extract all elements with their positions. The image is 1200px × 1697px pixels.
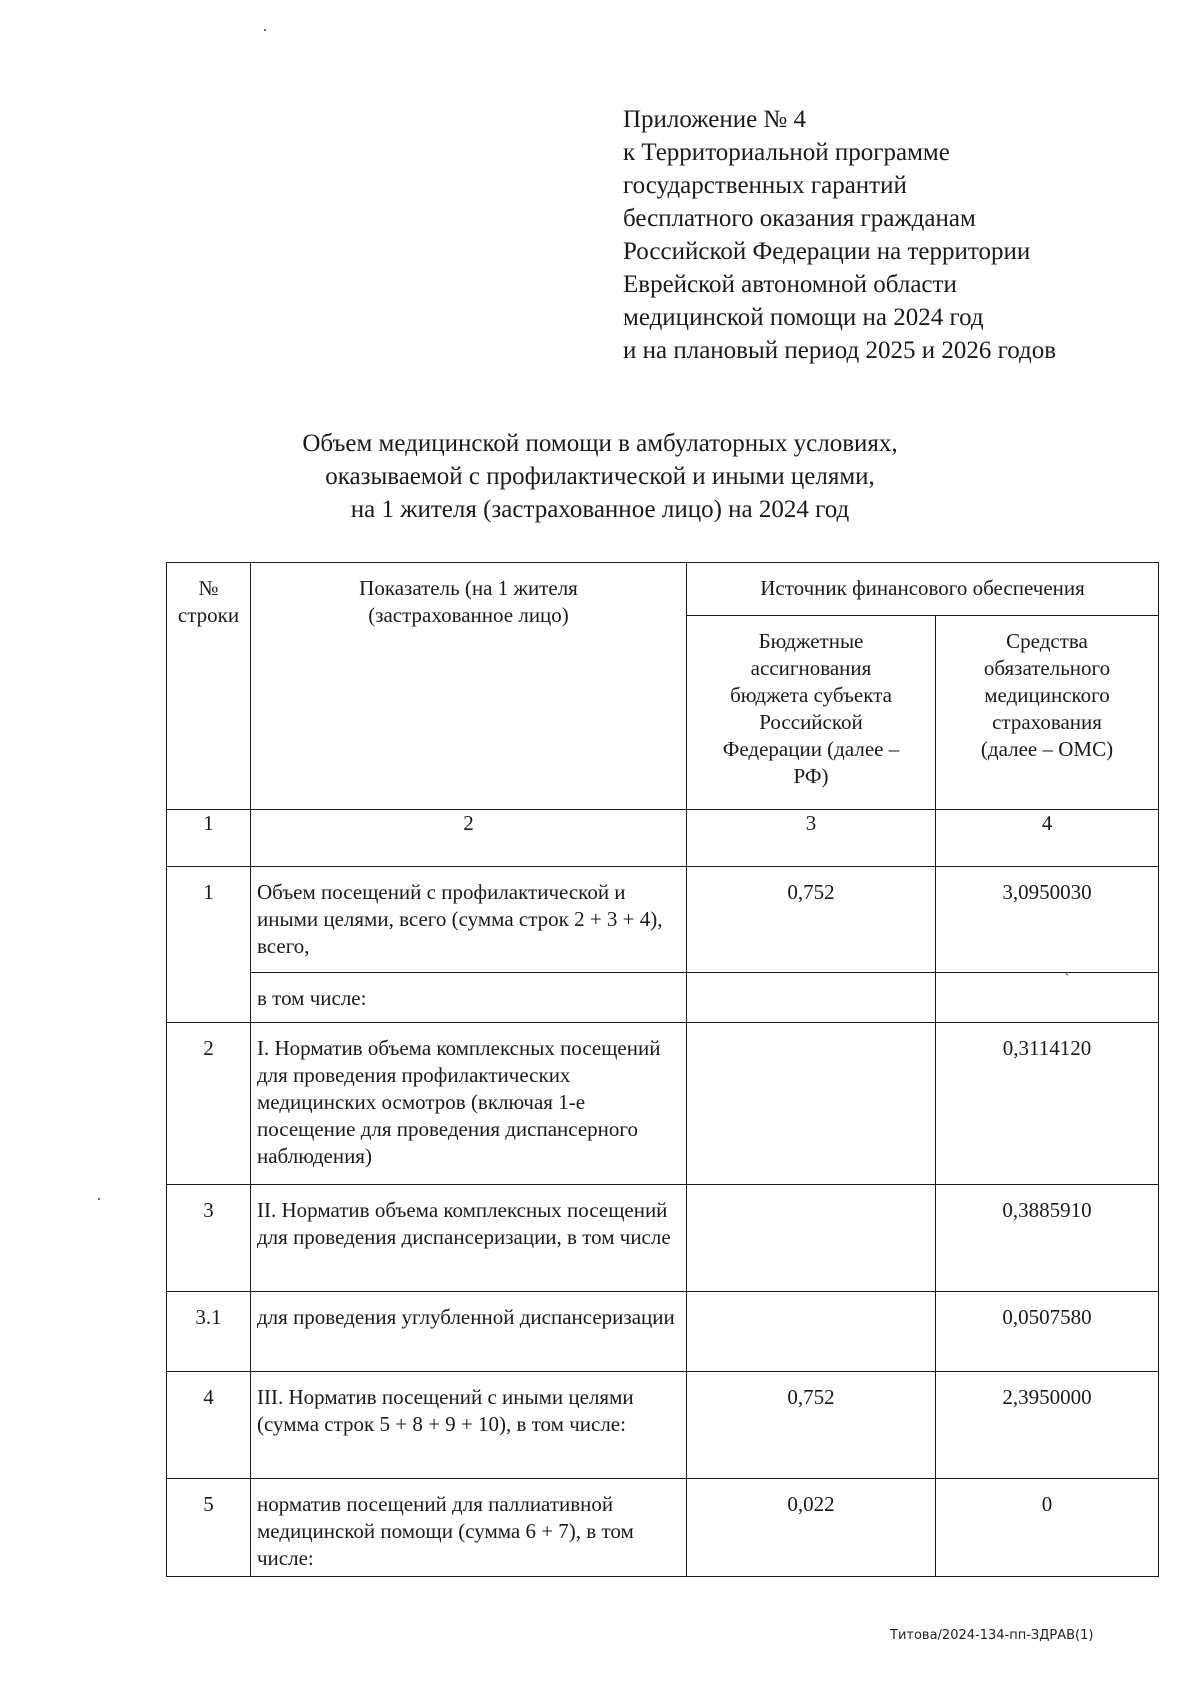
row-number: 2 xyxy=(167,1023,251,1185)
volume-table xyxy=(166,562,1159,1577)
document-footer-code: Титова/2024-134-пп-ЗДРАВ(1) xyxy=(890,1628,1094,1643)
table-row xyxy=(167,1185,1159,1292)
row-number: 5 xyxy=(167,1479,251,1577)
column-number-row xyxy=(167,810,1159,867)
appendix-line: Приложение № 4 xyxy=(623,106,807,133)
row-number: 1 xyxy=(167,867,251,1023)
row-oms-value: 0 xyxy=(936,1479,1159,1577)
row-budget-value xyxy=(687,1292,936,1372)
appendix-line: Еврейской автономной области xyxy=(623,271,957,298)
column-number: 2 xyxy=(251,810,687,867)
row-indicator: в том числе: xyxy=(251,973,687,1023)
header-oms: Средства обязательного медицинского страхования (далее – ОМС) xyxy=(936,616,1159,810)
appendix-line: к Территориальной программе xyxy=(623,139,950,166)
row-number: 3 xyxy=(167,1185,251,1292)
header-indicator: Показатель (на 1 жителя (застрахованное лицо) xyxy=(251,563,687,810)
appendix-line: и на плановый период 2025 и 2026 годов xyxy=(623,337,1057,364)
title-line: на 1 жителя (застрахованное лицо) на 2024 год xyxy=(350,496,850,523)
appendix-line: Российской Федерации на территории xyxy=(623,238,1031,265)
appendix-line: медицинской помощи на 2024 год xyxy=(623,304,984,331)
document-title xyxy=(250,427,950,526)
header-row-no: № строки xyxy=(167,563,251,810)
row-number: 4 xyxy=(167,1372,251,1479)
row-indicator: II. Норматив объема комплексных посещений для проведения диспансеризации, в том числе xyxy=(251,1185,687,1292)
header-funding-source: Источник финансового обеспечения xyxy=(687,563,1159,616)
table-row xyxy=(167,973,1159,1023)
row-oms-value: 2,3950000 xyxy=(936,1372,1159,1479)
row-indicator: для проведения углубленной диспансеризации xyxy=(251,1292,687,1372)
table-row xyxy=(167,867,1159,973)
scan-speck xyxy=(264,29,266,31)
row-budget-value xyxy=(687,1023,936,1185)
scan-speck xyxy=(98,1198,100,1200)
row-indicator: I. Норматив объема комплексных посещений для проведения профилактических медицинских осмотров (включая 1-е посещение для проведения диспансерного наблюдения) xyxy=(251,1023,687,1185)
appendix-line: бесплатного оказания гражданам xyxy=(623,205,976,232)
title-line: Объем медицинской помощи в амбулаторных условиях, xyxy=(302,430,898,457)
row-oms-value: 0,3114120 xyxy=(936,1023,1159,1185)
header-budget: Бюджетные ассигнования бюджета субъекта Российской Федерации (далее – РФ) xyxy=(687,616,936,810)
row-budget-value xyxy=(687,1185,936,1292)
row-budget-value: 0,752 xyxy=(687,867,936,973)
row-oms-value: 0,3885910 xyxy=(936,1185,1159,1292)
table-row xyxy=(167,1292,1159,1372)
row-oms-value: ` xyxy=(936,973,1159,1023)
row-indicator: III. Норматив посещений с иными целями (сумма строк 5 + 8 + 9 + 10), в том числе: xyxy=(251,1372,687,1479)
row-number: 3.1 xyxy=(167,1292,251,1372)
row-indicator: норматив посещений для паллиативной медицинской помощи (сумма 6 + 7), в том числе: xyxy=(251,1479,687,1577)
table-row xyxy=(167,1479,1159,1577)
column-number: 3 xyxy=(687,810,936,867)
table-header-row xyxy=(167,563,1159,616)
row-indicator: Объем посещений с профилактической и иными целями, всего (сумма строк 2 + 3 + 4), всего, xyxy=(251,867,687,973)
row-budget-value: 0,022 xyxy=(687,1479,936,1577)
row-oms-value: 0,0507580 xyxy=(936,1292,1159,1372)
row-budget-value xyxy=(687,973,936,1023)
column-number: 4 xyxy=(936,810,1159,867)
appendix-line: государственных гарантий xyxy=(623,172,907,199)
table-row xyxy=(167,1023,1159,1185)
title-line: оказываемой с профилактической и иными целями, xyxy=(325,463,875,490)
column-number: 1 xyxy=(167,810,251,867)
row-budget-value: 0,752 xyxy=(687,1372,936,1479)
table-row xyxy=(167,1372,1159,1479)
row-oms-value: 3,0950030 xyxy=(936,867,1159,973)
appendix-block xyxy=(623,103,1056,367)
